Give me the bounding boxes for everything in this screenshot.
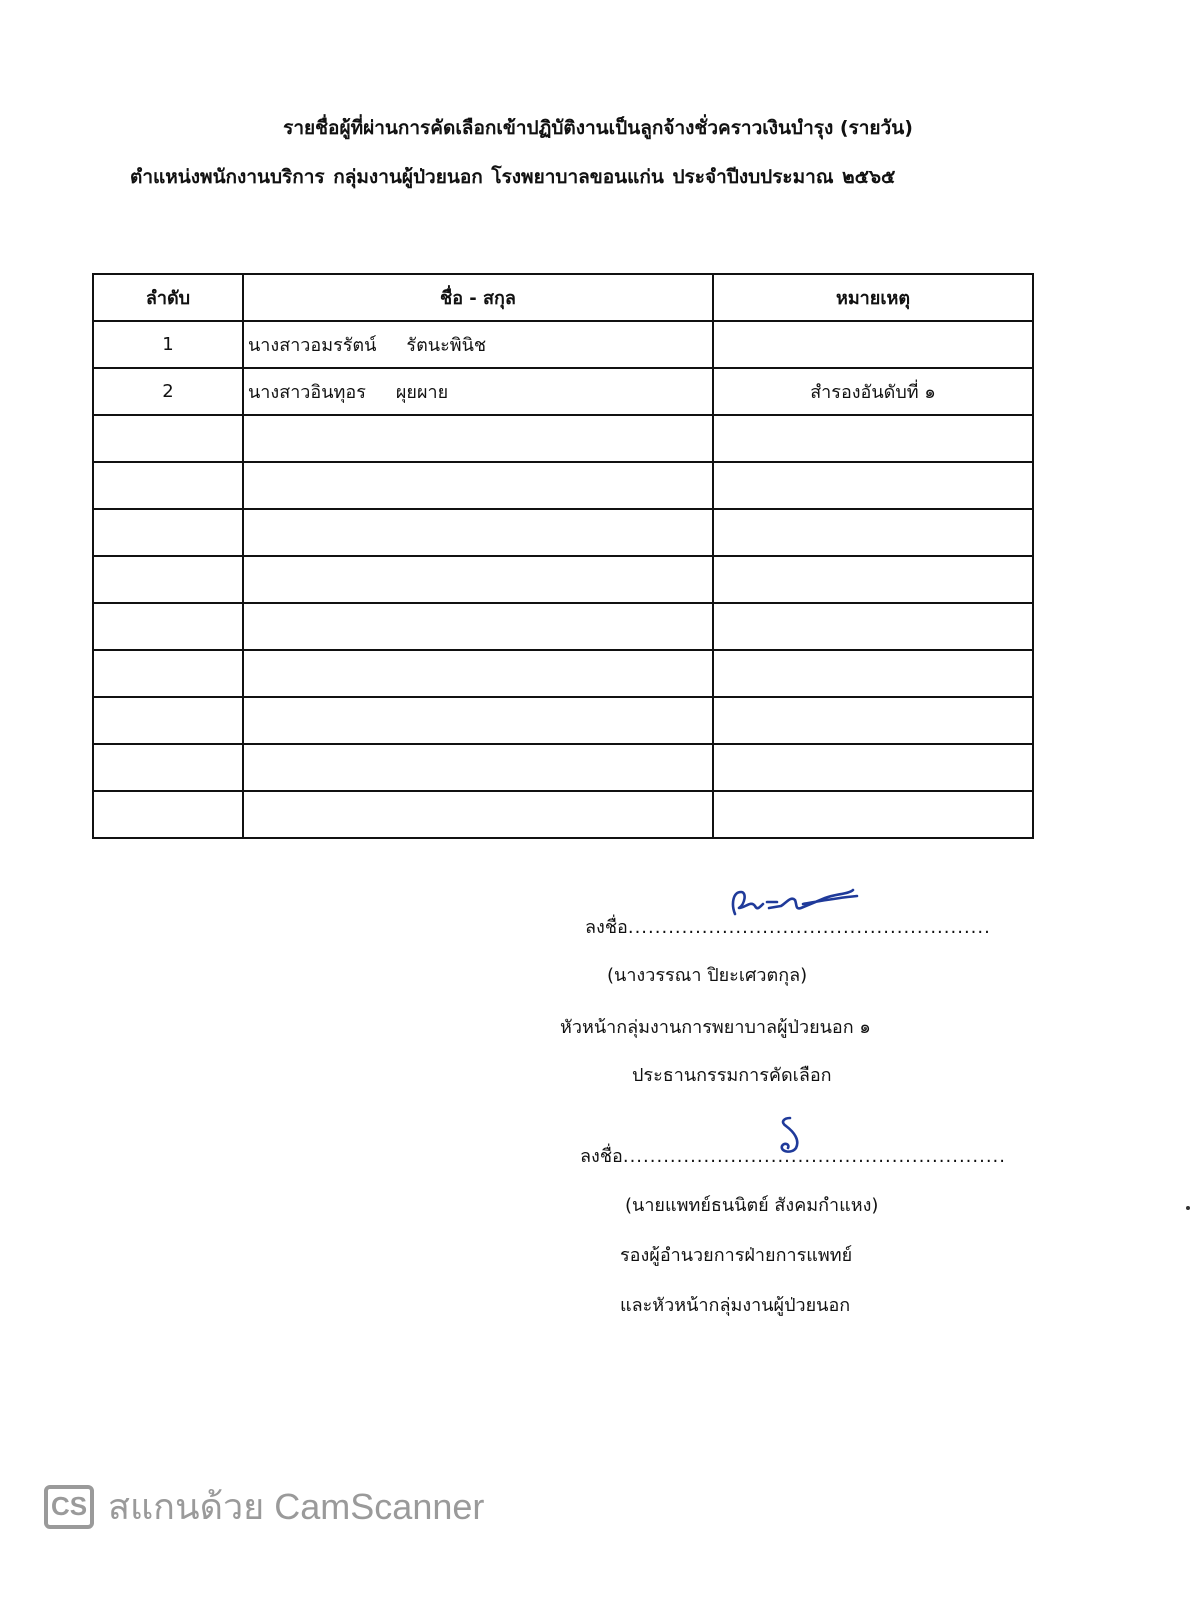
cell-order <box>93 556 243 603</box>
cell-name <box>243 556 713 603</box>
table-row <box>93 462 1033 509</box>
cell-note <box>713 697 1033 744</box>
cell-order <box>93 603 243 650</box>
sign-label: ลงชื่อ <box>580 1146 623 1167</box>
last-name: รัตนะพินิช <box>406 335 487 356</box>
handwritten-signature-1 <box>725 884 865 928</box>
cell-note <box>713 462 1033 509</box>
signer-position-1: หัวหน้ากลุ่มงานการพยาบาลผู้ป่วยนอก ๑ <box>560 1017 871 1038</box>
handwritten-signature-2 <box>760 1112 820 1158</box>
cell-note <box>713 509 1033 556</box>
sign-dots: ...................................................... <box>627 917 991 938</box>
signer-name-1: (นางวรรณา ปิยะเศวตกุล) <box>607 965 808 986</box>
column-header-note: หมายเหตุ <box>713 274 1033 321</box>
cell-note <box>713 791 1033 838</box>
first-name: นางสาวอินทุอร <box>248 382 366 403</box>
table-row <box>93 744 1033 791</box>
table-row <box>93 321 1033 368</box>
cell-order <box>93 462 243 509</box>
cell-name <box>243 415 713 462</box>
column-header-name: ชื่อ - สกุล <box>243 274 713 321</box>
title-line-1: รายชื่อผู้ที่ผ่านการคัดเลือกเข้าปฏิบัติงานเป็นลูกจ้างชั่วคราวเงินบำรุง (รายวัน) <box>283 117 913 139</box>
signer-position-2: รองผู้อำนวยการฝ่ายการแพทย์ <box>620 1245 853 1266</box>
cell-note <box>713 603 1033 650</box>
cell-note <box>713 321 1033 368</box>
cell-note <box>713 744 1033 791</box>
cell-order <box>93 744 243 791</box>
signer-role-2: และหัวหน้ากลุ่มงานผู้ป่วยนอก <box>620 1295 851 1316</box>
title-line-2: ตำแหน่งพนักงานบริการ กลุ่มงานผู้ป่วยนอก โรงพยาบาลขอนแก่น ประจำปีงบประมาณ ๒๕๖๕ <box>130 166 896 188</box>
cell-note <box>713 650 1033 697</box>
last-name: ผุยผาย <box>395 382 449 403</box>
cell-order <box>93 650 243 697</box>
cell-note <box>713 556 1033 603</box>
cell-name <box>243 462 713 509</box>
cell-order <box>93 791 243 838</box>
signer-role-1: ประธานกรรมการคัดเลือก <box>632 1065 832 1086</box>
cell-note <box>713 415 1033 462</box>
cell-name <box>243 509 713 556</box>
camscanner-logo-icon: CS <box>44 1485 94 1529</box>
cell-order: 2 <box>93 368 243 415</box>
cell-name <box>243 603 713 650</box>
cell-name <box>243 368 713 415</box>
table-row <box>93 603 1033 650</box>
cell-order <box>93 509 243 556</box>
sign-dots: ......................................................... <box>622 1146 1006 1167</box>
table-row <box>93 368 1033 415</box>
candidate-table <box>92 273 1034 839</box>
cell-order: 1 <box>93 321 243 368</box>
first-name: นางสาวอมรรัตน์ <box>248 335 377 356</box>
cell-name <box>243 791 713 838</box>
camscanner-watermark <box>44 1478 484 1535</box>
table-header-row <box>93 274 1033 321</box>
cell-note: สำรองอันดับที่ ๑ <box>713 368 1033 415</box>
table-row <box>93 697 1033 744</box>
table-row <box>93 650 1033 697</box>
camscanner-text: สแกนด้วย CamScanner <box>108 1486 485 1527</box>
cell-name <box>243 697 713 744</box>
cell-name <box>243 650 713 697</box>
column-header-order: ลำดับ <box>93 274 243 321</box>
table-row <box>93 509 1033 556</box>
signer-name-2: (นายแพทย์ธนนิตย์ สังคมกำแหง) <box>625 1195 879 1216</box>
cell-order <box>93 415 243 462</box>
sign-label: ลงชื่อ <box>585 917 628 938</box>
scan-speck <box>1186 1206 1190 1210</box>
cell-name <box>243 744 713 791</box>
cell-order <box>93 697 243 744</box>
table-row <box>93 415 1033 462</box>
table-row <box>93 791 1033 838</box>
table-row <box>93 556 1033 603</box>
cell-name <box>243 321 713 368</box>
